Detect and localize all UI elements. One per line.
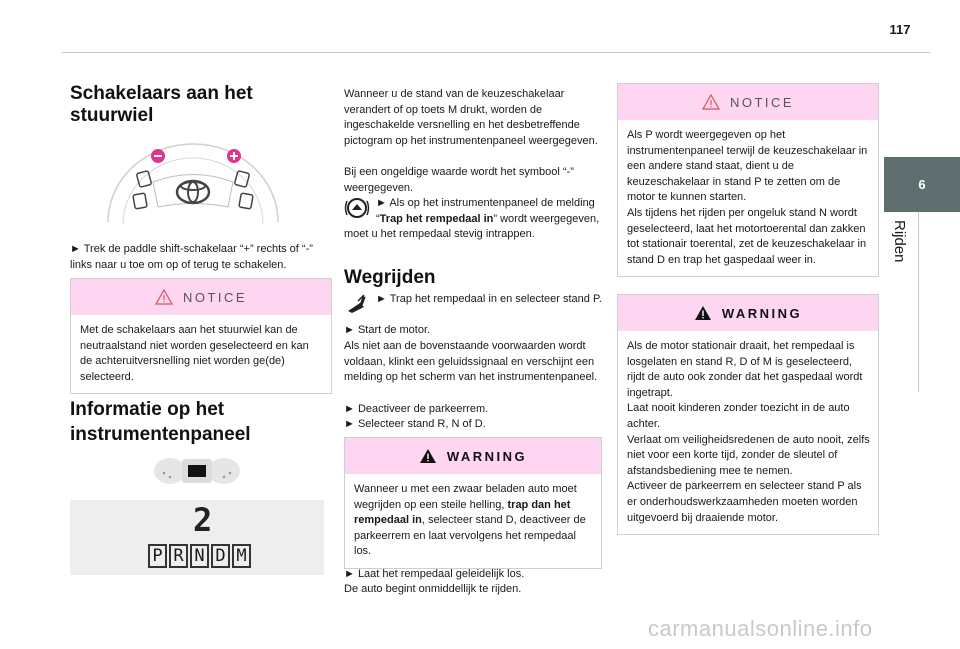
step-select-gear: ► Selecteer stand R, N of D.	[344, 418, 486, 430]
section-title-drive-off: Wegrijden	[344, 267, 436, 288]
warning-triangle-icon	[419, 448, 437, 464]
gear-letter-r: R	[169, 544, 188, 568]
warning-paragraph-2: Laat nooit kinderen zonder toezicht in de auto achter.	[627, 402, 850, 430]
steering-wheel-icon	[98, 112, 288, 230]
brake-text-bold: Trap het rempedaal in	[379, 212, 494, 225]
notice-label: NOTICE	[182, 289, 248, 305]
section-title-steering-switches: Schakelaars aan het stuurwiel	[70, 83, 253, 126]
gear-letter-m: M	[232, 544, 251, 568]
notice-box-steering	[70, 278, 332, 394]
page-number: 117	[889, 22, 911, 37]
watermark: carmanualsonline.info	[648, 616, 873, 641]
gear-change-intro: Wanneer u de stand van de keuzeschakelaar verandert of op toets M drukt, worden de ingeschakelde versnelling en het desbetreffende pictogram op het instrumentenpaneel weergegeven.	[344, 88, 598, 147]
step1-text: ► Trap het rempedaal in en selecteer stand P.	[376, 293, 602, 305]
chapter-divider	[918, 212, 919, 392]
gear-letter-d: D	[211, 544, 230, 568]
gear-letters	[148, 544, 251, 568]
conditions-note: Als niet aan de bovenstaande voorwaarden wordt voldaan, klinkt een geluidssignaal en verschijnt een melding op het scherm van het instrumentenpaneel.	[344, 340, 598, 384]
warning-paragraph-4: Activeer de parkeerrem en selecteer stand P als er onderhoudswerkzaamheden moeten worden uitgevoerd bij draaiende motor.	[627, 480, 862, 524]
step-start-engine: ► Start de motor.	[344, 324, 431, 336]
notice-box-gear-selector	[617, 83, 879, 277]
warning-label: WARNING	[446, 448, 528, 464]
gear-number: 2	[193, 501, 213, 539]
gear-display-panel	[70, 500, 324, 575]
notice-header	[71, 279, 331, 315]
chapter-tab[interactable]: 6	[884, 157, 960, 212]
warning-label: WARNING	[721, 305, 803, 321]
dashboard-cluster-illustration	[152, 453, 242, 491]
warning-box-incline	[344, 437, 602, 569]
step-release-brake: ► Laat het rempedaal geleidelijk los.	[344, 568, 525, 580]
warning-paragraph-1: Als de motor stationair draait, het rempedaal is losgelaten en stand R, D of M is geselecteerd, rijdt de auto ook zonder dat het gaspedaal wordt ingetrapt.	[627, 340, 863, 399]
vehicle-moves-note: De auto begint onmiddellijk te rijden.	[344, 583, 522, 595]
header-rule	[62, 52, 930, 53]
brake-text-post: ” wordt weergegeven, moet u het rempedaal stevig intrappen.	[344, 212, 600, 241]
gear-letter-p: P	[148, 544, 167, 568]
foot-brake-icon	[344, 293, 370, 315]
paddle-instruction: ► Trek de paddle shift-schakelaar “+” rechts of “-” links naar u toe om op of terug te schakelen.	[70, 243, 313, 271]
warning-box-idle	[617, 294, 879, 535]
instrument-cluster-icon	[152, 453, 242, 491]
warning-text: Wanneer u met een zwaar beladen auto moet wegrijden op een steile helling, trap dan het rempedaal in, selecteer stand D, deactiveer de parkeerrem en laat vervolgens het rempedaal los.	[354, 483, 586, 558]
warning-triangle-icon	[694, 305, 712, 321]
invalid-value-note: Bij een ongeldige waarde wordt het symbool “-” weergegeven.	[344, 166, 574, 194]
chapter-title: Rijden	[891, 220, 908, 263]
warning-triangle-icon	[702, 94, 720, 110]
notice-text	[618, 120, 878, 276]
step-release-parking-brake: ► Deactiveer de parkeerrem.	[344, 403, 489, 415]
warning-text	[618, 331, 878, 534]
notice-paragraph-1: Als P wordt weergegeven op het instrumentenpaneel terwijl de keuzeschakelaar in een andere stand staat, dient u de keuzeschakelaar in stand P te zetten om de motor te kunnen starten.	[627, 129, 868, 204]
step-press-brake	[344, 292, 602, 315]
notice-paragraph-2: Als tijdens het rijden per ongeluk stand N wordt geselecteerd, laat het motortoerental dan zakken tot stationair toerental, zet de keuzeschakelaar in stand D en trap het gaspedaal weer in.	[627, 206, 867, 266]
notice-header	[618, 84, 878, 120]
brake-message-instruction	[344, 196, 602, 243]
warning-paragraph-3: Verlaat om veiligheidsredenen de auto nooit, zelfs niet voor een korte tijd, zonder de sleutel of afstandsbediening mee te nemen.	[627, 433, 870, 477]
warning-header	[345, 438, 601, 474]
warning-header	[618, 295, 878, 331]
warning-triangle-icon	[155, 289, 173, 305]
steering-wheel-illustration	[98, 112, 288, 230]
brake-text-pre: ► Als op het instrumentenpaneel de melding “	[376, 197, 595, 225]
notice-label: NOTICE	[729, 94, 795, 110]
section-title-instrument-info: Informatie op het instrumentenpaneel	[70, 399, 251, 445]
brake-pedal-icon	[344, 197, 370, 219]
gear-letter-n: N	[190, 544, 209, 568]
notice-text: Met de schakelaars aan het stuurwiel kan de neutraalstand niet worden geselecteerd en kan de achteruitversnelling niet worden ge(de) selecteerd.	[80, 324, 309, 383]
